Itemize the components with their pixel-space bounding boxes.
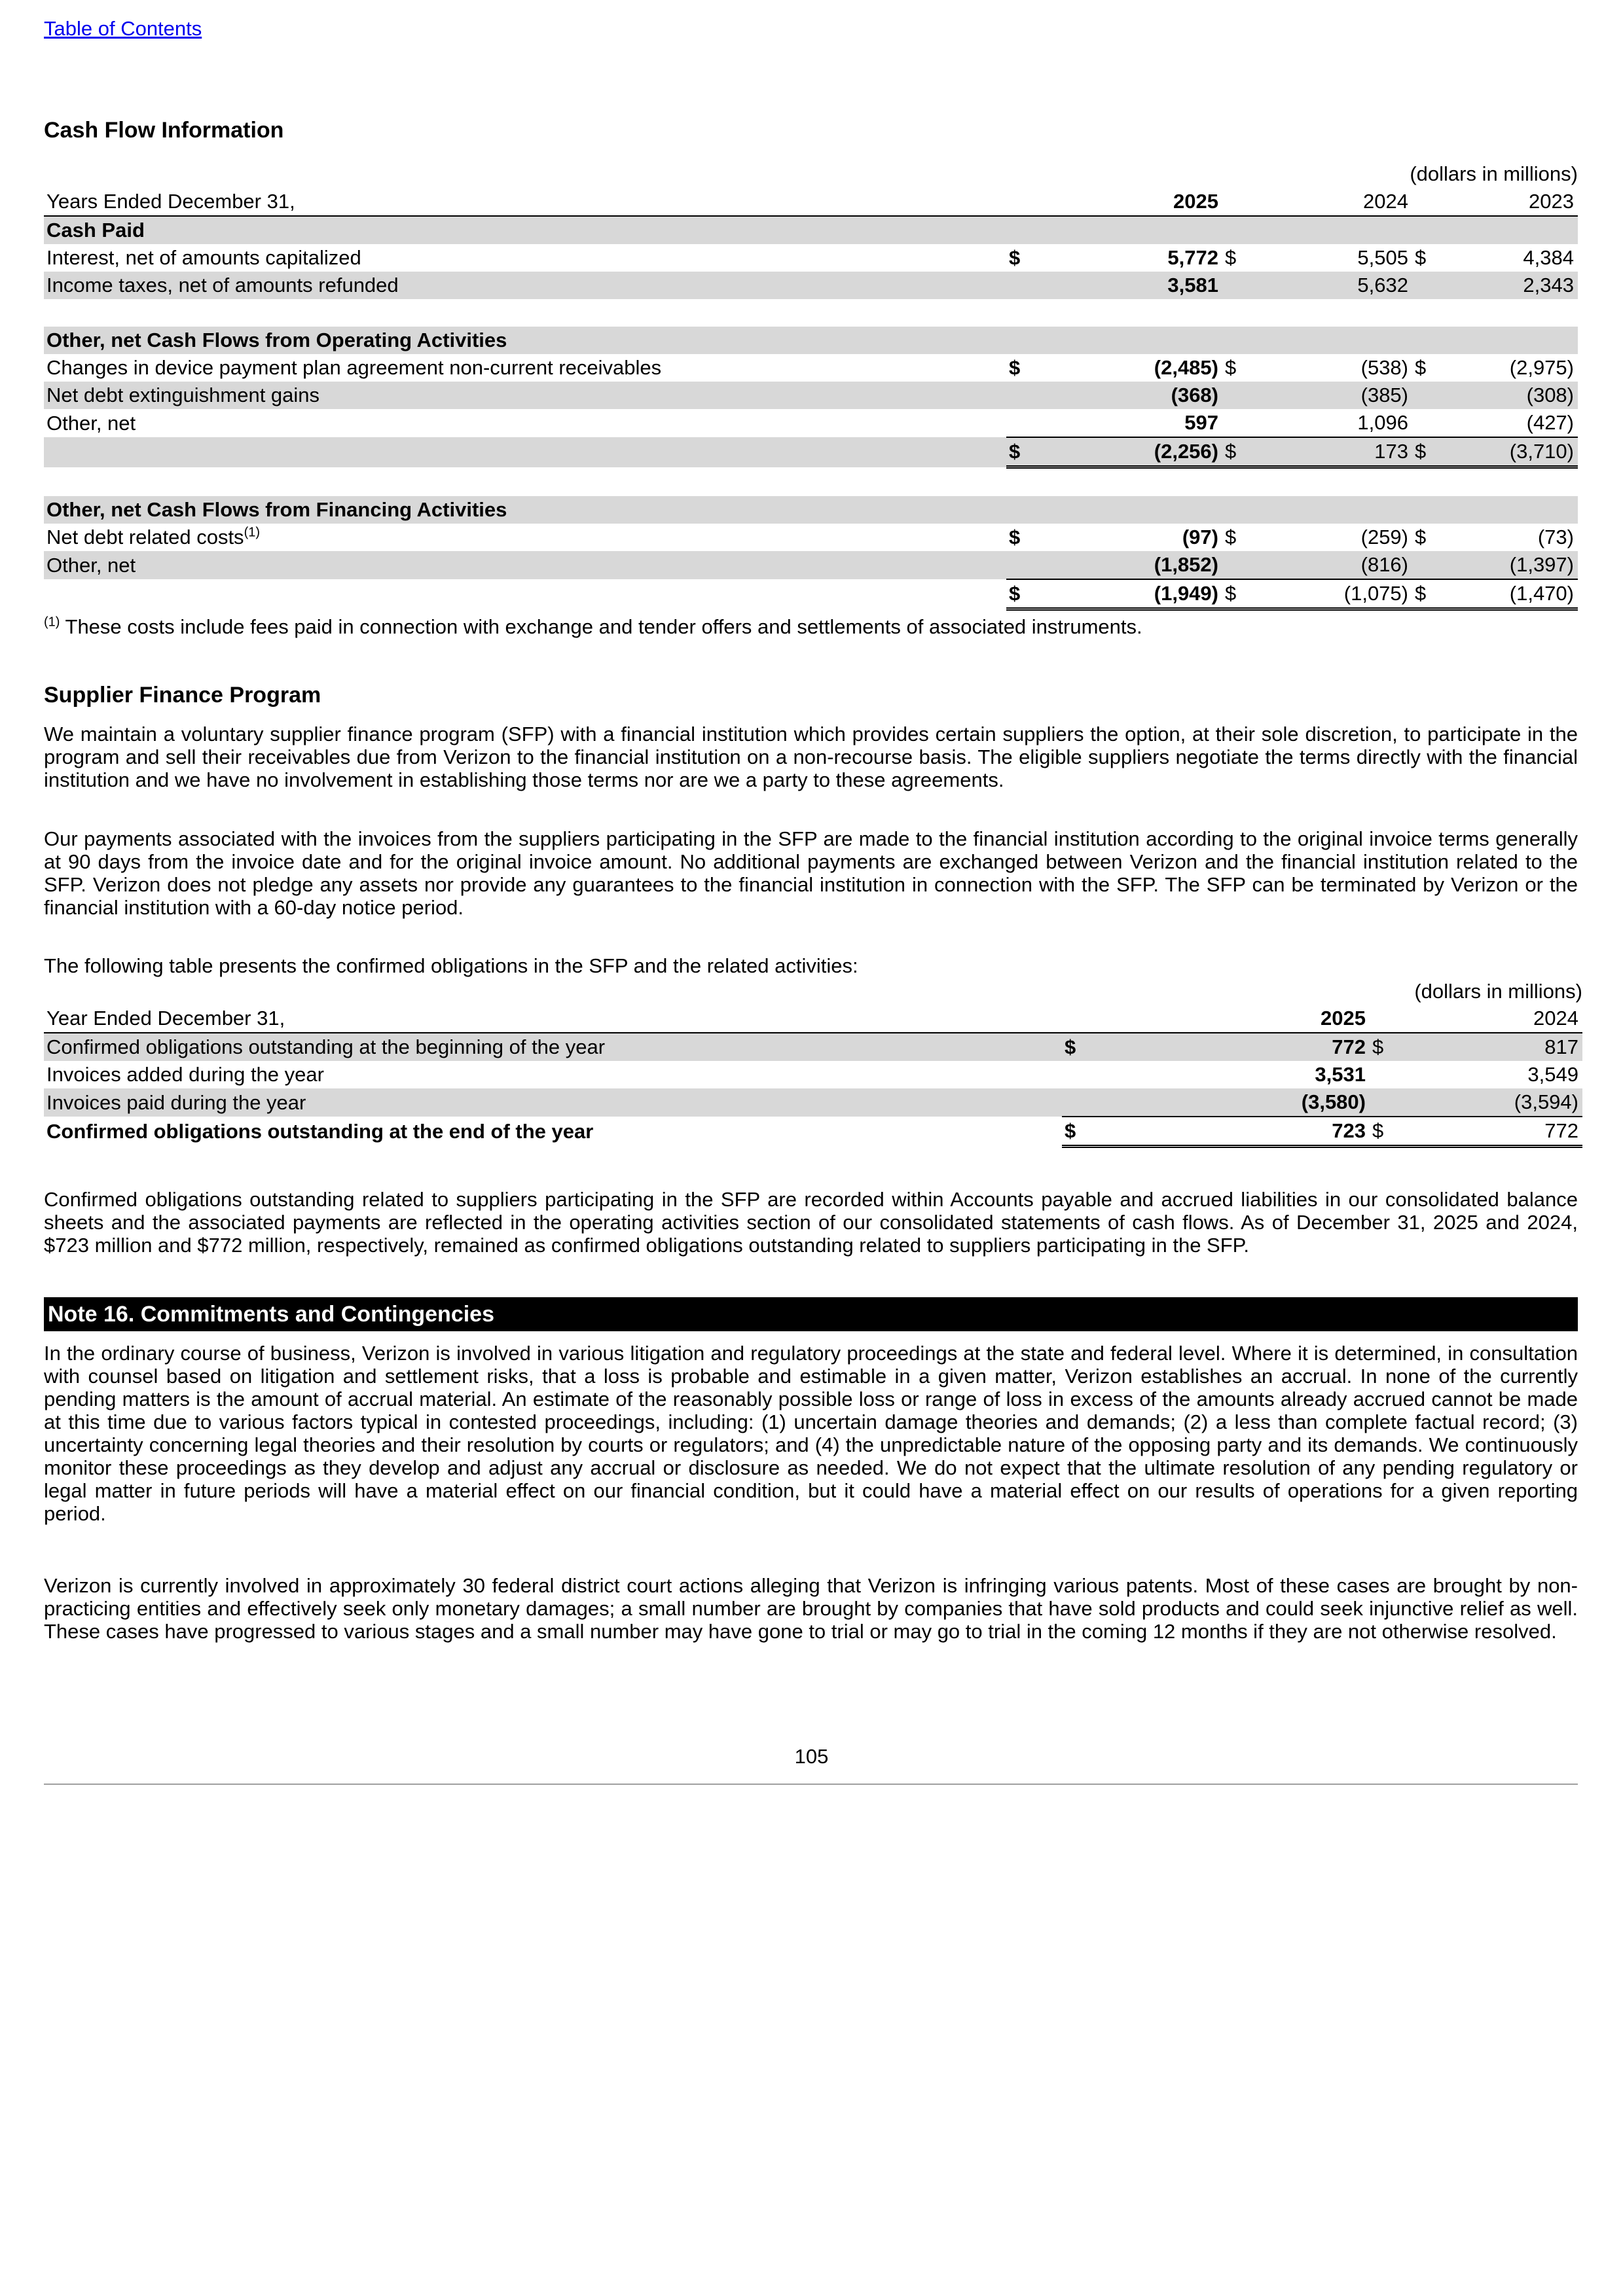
value-2025: 3,531 [1315,1063,1366,1086]
note-16-paragraph-1: In the ordinary course of business, Verizon is involved in various litigation and regulatory proceedings at the state and federal level. Where it is determined, in consultation with counsel based on litigation and settlement risks, that a loss is probable and estimable in a given matter, Verizon establishes an accrual. In none of the currently pending matters is the amount of accrual material. An estimate of the reasonably possible loss or range of loss in excess of the amounts already accrued cannot be made at this time due to various factors typical in contested proceedings, including: (1) uncertain damage theories and demands; (2) a less than complete factual record; (3) uncertainty concerning legal theories and their resolution by courts or regulators; and (4) the unpredictable nature of the opposing party and its demands. We continuously monitor these proceedings as they develop and adjust any accrual or disclosure as needed. We do not expect that the ultimate resolution of any pending regulatory or legal matter in future periods will have a material effect on our financial condition, but it could have a material effect on our results of operations for a given reporting period. [44,1342,1578,1525]
header-year-2025: 2025 [1046,188,1222,216]
row-label-text: Net debt related costs [46,526,244,548]
currency-symbol: $ [1415,356,1427,379]
table-of-contents-link[interactable]: Table of Contents [44,17,202,40]
currency-symbol [1062,1088,1101,1117]
value-2023: (1,397) [1438,551,1578,579]
total-2025: (1,949) [1046,579,1222,609]
value-2023: (308) [1438,382,1578,409]
value-2024: 5,505 [1357,246,1408,269]
spacer-row [44,299,1578,327]
currency-symbol [1006,551,1046,579]
total-row [44,437,1578,467]
value-2025: (368) [1046,382,1222,409]
value-2023: 4,384 [1523,246,1574,269]
currency-symbol: $ [1225,246,1237,269]
note-16-heading: Note 16. Commitments and Contingencies [44,1297,1578,1331]
currency-symbol [1370,1061,1396,1088]
currency-symbol: $ [1006,437,1046,467]
value-2024: (3,594) [1396,1088,1582,1117]
currency-symbol: $ [1009,356,1021,379]
table-row [44,1061,1582,1088]
value-2024: 5,632 [1249,272,1412,299]
table-row [44,1033,1582,1061]
currency-symbol: $ [1009,526,1021,548]
value-2025: 3,581 [1046,272,1222,299]
currency-symbol [1006,272,1046,299]
currency-symbol: $ [1062,1117,1101,1147]
header-label: Year Ended December 31, [44,1005,1062,1033]
currency-symbol [1006,382,1046,409]
cash-flow-table [44,188,1578,611]
header-label: Years Ended December 31, [44,188,1006,216]
total-2025: 723 [1101,1117,1370,1147]
currency-symbol [1006,409,1046,437]
total-2025: (2,256) [1046,437,1222,467]
value-2024: 817 [1396,1033,1582,1061]
table-row [44,524,1578,551]
row-label: Other, net [46,411,136,435]
value-2025: 597 [1184,411,1218,434]
value-2023: (427) [1526,411,1574,434]
currency-symbol: $ [1062,1033,1101,1061]
currency-symbol [1412,551,1438,579]
header-year-2023: 2023 [1438,188,1578,216]
currency-symbol [1370,1088,1396,1117]
cash-flow-footnote [44,615,1142,639]
total-row [44,1117,1582,1147]
row-label [44,524,1006,551]
value-2024: 3,549 [1527,1063,1578,1086]
footnote-marker: (1) [44,615,60,630]
supplier-finance-table [44,1005,1582,1148]
table-row [44,409,1578,437]
row-label: Changes in device payment plan agreement non-current receivables [46,356,662,379]
currency-symbol: $ [1415,526,1427,548]
cash-flow-units: (dollars in millions) [1410,162,1578,185]
currency-symbol [1062,1061,1101,1088]
operating-activities-heading: Other, net Cash Flows from Operating Activities [44,327,1578,354]
financing-activities-heading: Other, net Cash Flows from Financing Activities [44,496,1578,524]
value-2023: (2,975) [1509,356,1574,379]
table-row [44,382,1578,409]
value-2025: 5,772 [1167,246,1218,269]
value-2024: (538) [1360,356,1408,379]
currency-symbol: $ [1006,579,1046,609]
value-2024: 1,096 [1357,411,1408,434]
cash-paid-heading: Cash Paid [44,216,1578,244]
section-heading-row [44,496,1578,524]
currency-symbol [1412,272,1438,299]
currency-symbol [1412,382,1438,409]
header-year-2024: 2024 [1249,188,1412,216]
footnote-text: These costs include fees paid in connection with exchange and tender offers and settlements of associated instruments. [60,615,1142,638]
currency-symbol: $ [1225,356,1237,379]
total-label: Confirmed obligations outstanding at the end of the year [46,1119,594,1143]
currency-symbol: $ [1370,1033,1396,1061]
total-2024: 173 [1249,437,1412,467]
currency-symbol: $ [1412,437,1438,467]
supplier-table-intro: The following table presents the confirmed obligations in the SFP and the related activities: [44,954,858,977]
header-year-2025: 2025 [1101,1005,1370,1033]
currency-symbol: $ [1225,526,1237,548]
currency-symbol: $ [1415,246,1427,269]
table-row [44,354,1578,382]
value-2025: (1,852) [1046,551,1222,579]
table-row [44,272,1578,299]
table-header-row [44,1005,1582,1033]
currency-symbol: $ [1009,246,1021,269]
row-label: Income taxes, net of amounts refunded [44,272,1006,299]
currency-symbol: $ [1370,1117,1396,1147]
table-header-row [44,188,1578,216]
value-2024: (259) [1360,526,1408,548]
currency-symbol [1222,382,1249,409]
currency-symbol: $ [1412,579,1438,609]
value-2024: (816) [1249,551,1412,579]
total-row [44,579,1578,609]
header-year-2024: 2024 [1396,1005,1582,1033]
currency-symbol [1222,551,1249,579]
total-2023: (3,710) [1438,437,1578,467]
row-label: Interest, net of amounts capitalized [46,246,361,269]
section-heading-row [44,216,1578,244]
total-2024: (1,075) [1249,579,1412,609]
value-2024: (385) [1249,382,1412,409]
value-2023: 2,343 [1438,272,1578,299]
total-2023: (1,470) [1438,579,1578,609]
table-row [44,244,1578,272]
note-16-paragraph-2: Verizon is currently involved in approximately 30 federal district court actions alleging that Verizon is infringing various patents. Most of these cases are brought by non-practicing entities and effectively seek only monetary damages; a small number are brought by companies that have sold products and could seek injunctive relief as well. These cases have progressed to various stages and a small number may have gone to trial or may go to trial in the coming 12 months if they are not otherwise resolved. [44,1574,1578,1643]
currency-symbol [1222,272,1249,299]
page-divider [44,1784,1578,1785]
footnote-ref: (1) [244,525,261,540]
currency-symbol [1222,409,1249,437]
row-label: Confirmed obligations outstanding at the beginning of the year [44,1033,1062,1061]
supplier-paragraph-2: Our payments associated with the invoices from the suppliers participating in the SFP are made to the financial institution according to the original invoice terms generally at 90 days from the invoice date and for the original invoice amount. No additional payments are exchanged between Verizon and the financial institution related to the SFP. Verizon does not pledge any assets nor provide any guarantees to the financial institution in connection with the SFP. The SFP can be terminated by Verizon or the financial institution with a 60-day notice period. [44,827,1578,919]
value-2023: (73) [1537,526,1574,548]
supplier-paragraph-3: Confirmed obligations outstanding related to suppliers participating in the SFP are recorded within Accounts payable and accrued liabilities in our consolidated balance sheets and the associated payments are reflected in the operating activities section of our consolidated statements of cash flows. As of December 31, 2025 and 2024, $723 million and $772 million, respectively, remained as confirmed obligations outstanding related to suppliers participating in the SFP. [44,1188,1578,1257]
page-number: 105 [794,1745,829,1768]
supplier-units: (dollars in millions) [1414,980,1582,1003]
table-row [44,551,1578,579]
section-heading-row [44,327,1578,354]
spacer-row [44,467,1578,497]
currency-symbol [1412,409,1438,437]
value-2025: (2,485) [1154,356,1218,379]
value-2025: (3,580) [1101,1088,1370,1117]
supplier-paragraph-1: We maintain a voluntary supplier finance program (SFP) with a financial institution which provides certain suppliers the option, at their sole discretion, to participate in the program and sell their receivables due from Verizon to the financial institution on a non-recourse basis. The eligible suppliers negotiate the terms directly with the financial institution and we have no involvement in establishing those terms nor are we a party to these agreements. [44,723,1578,791]
value-2025: (97) [1182,526,1218,548]
cash-flow-title: Cash Flow Information [44,118,284,143]
table-row [44,1088,1582,1117]
row-label: Net debt extinguishment gains [44,382,1006,409]
currency-symbol: $ [1222,437,1249,467]
total-2024: 772 [1396,1117,1582,1147]
row-label: Invoices paid during the year [44,1088,1062,1117]
supplier-finance-title: Supplier Finance Program [44,683,321,708]
row-label: Invoices added during the year [46,1063,324,1086]
currency-symbol: $ [1222,579,1249,609]
value-2025: 772 [1101,1033,1370,1061]
row-label: Other, net [44,551,1006,579]
